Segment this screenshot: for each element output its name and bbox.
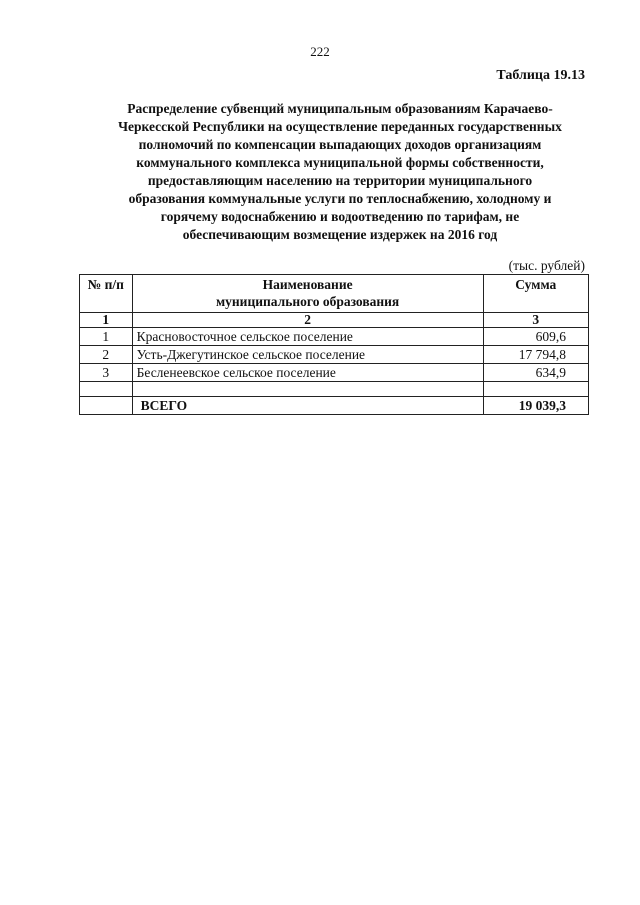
title-line: образования коммунальные услуги по теплоснабжению, холодному и <box>128 191 552 206</box>
row-num: 1 <box>80 328 133 346</box>
total-sum: 19 039,3 <box>483 397 588 415</box>
table-row <box>80 328 589 346</box>
empty-cell <box>132 382 483 397</box>
title-line: обеспечивающим возмещение издержек на 2016 год <box>182 227 498 242</box>
document-title <box>80 100 600 244</box>
row-sum: 609,6 <box>483 328 588 346</box>
title-line: Черкесской Республики на осуществление переданных государственных <box>118 119 562 134</box>
table-row <box>80 346 589 364</box>
title-line: горячему водоснабжению и водоотведению по тарифам, не <box>160 209 520 224</box>
total-label: ВСЕГО <box>132 397 483 415</box>
row-num: 2 <box>80 346 133 364</box>
units-label: (тыс. рублей) <box>508 258 585 273</box>
title-line: Распределение субвенций муниципальным образованиям Карачаево- <box>127 101 553 116</box>
column-number: 2 <box>132 313 483 328</box>
row-name: Усть-Джегутинское сельское поселение <box>132 346 483 364</box>
table-label: Таблица 19.13 <box>496 68 585 83</box>
total-row <box>80 397 589 415</box>
table-header-row <box>80 275 589 313</box>
header-num: № п/п <box>80 275 133 313</box>
empty-cell <box>80 382 133 397</box>
subvention-table <box>79 274 589 415</box>
row-name: Красновосточное сельское поселение <box>132 328 483 346</box>
header-name <box>132 275 483 313</box>
empty-row <box>80 382 589 397</box>
column-numbers-row <box>80 313 589 328</box>
header-name-line: Наименование <box>262 277 353 292</box>
table-row <box>80 364 589 382</box>
header-sum: Сумма <box>483 275 588 313</box>
row-name: Бесленеевское сельское поселение <box>132 364 483 382</box>
row-num: 3 <box>80 364 133 382</box>
column-number: 1 <box>80 313 133 328</box>
row-sum: 634,9 <box>483 364 588 382</box>
column-number: 3 <box>483 313 588 328</box>
page-number: 222 <box>310 44 330 59</box>
empty-cell <box>483 382 588 397</box>
header-name-line: муниципального образования <box>215 294 400 309</box>
title-line: полномочий по компенсации выпадающих доходов организациям <box>138 137 542 152</box>
title-line: предоставляющим населению на территории муниципального <box>147 173 533 188</box>
title-line: коммунального комплекса муниципальной формы собственности, <box>136 155 544 170</box>
row-sum: 17 794,8 <box>483 346 588 364</box>
total-num-cell <box>80 397 133 415</box>
